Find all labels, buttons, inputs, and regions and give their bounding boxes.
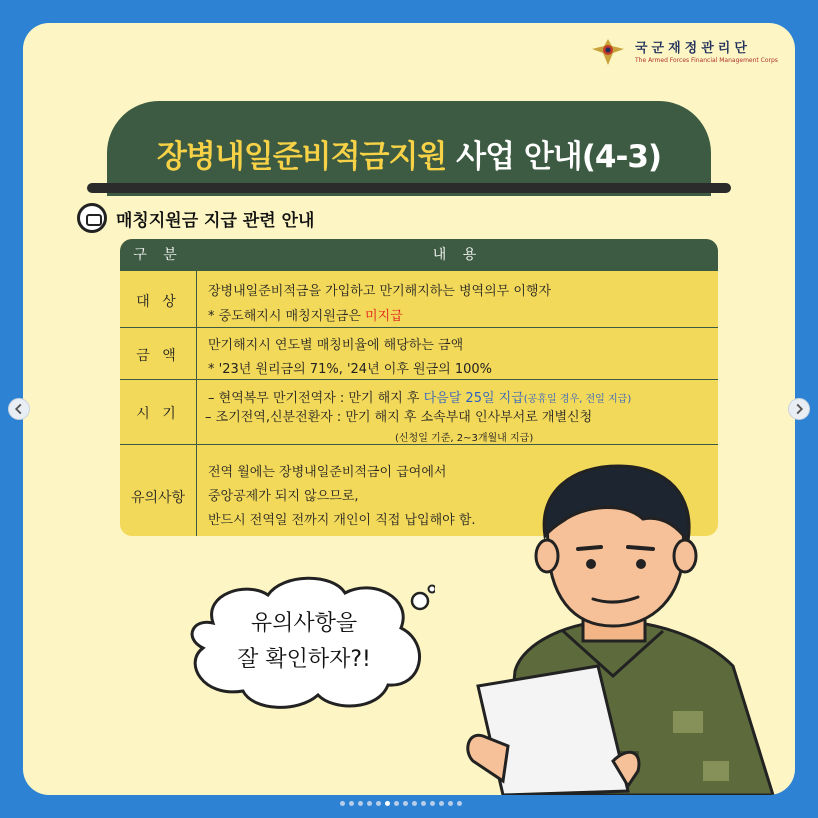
chevron-right-icon [789, 399, 809, 419]
slide-card [23, 23, 795, 795]
row-caution-line2: 중앙공제가 되지 않으므로, [208, 489, 359, 504]
title-rest: 사업 안내(4-3) [446, 139, 662, 175]
page-title [107, 131, 711, 176]
payment-date-highlight: 다음달 25일 지급 [423, 391, 524, 406]
carousel-next-button[interactable] [788, 398, 810, 420]
row-label-caution: 유의사항 [130, 490, 186, 506]
table-divider [120, 379, 718, 380]
carousel-dot[interactable] [349, 801, 354, 806]
title-underline [87, 183, 731, 193]
row-target-note: * 중도해지시 매칭지원금은 [208, 309, 366, 324]
row-target-line1: 장병내일준비적금을 가입하고 만기해지하는 병역의무 이행자 [208, 284, 552, 299]
carousel-dot[interactable] [430, 801, 435, 806]
carousel-dot[interactable] [367, 801, 372, 806]
carousel-prev-button[interactable] [8, 398, 30, 420]
soldier-illustration [443, 461, 795, 795]
carousel-dot[interactable] [340, 801, 345, 806]
row-label-amount: 금 액 [136, 348, 180, 364]
payment-date-note: (공휴일 경우, 전일 지급) [523, 394, 632, 405]
carousel-dot[interactable] [412, 801, 417, 806]
org-name-en: The Armed Forces Financial Management Corps [635, 57, 778, 64]
row-timing-text: – 현역복무 만기전역자 : 만기 해지 후 [208, 391, 424, 406]
table-header-category: 구 분 [120, 239, 196, 271]
carousel-dot[interactable] [457, 801, 462, 806]
carousel-dot[interactable] [358, 801, 363, 806]
table-divider [120, 444, 718, 445]
row-caution-line3: 반드시 전역일 전까지 개인이 직접 납입해야 함. [208, 513, 476, 528]
carousel-dot[interactable] [394, 801, 399, 806]
carousel-dot[interactable] [439, 801, 444, 806]
carousel-dot[interactable] [448, 801, 453, 806]
row-label-timing: 시 기 [136, 406, 180, 422]
table-divider [196, 239, 197, 536]
row-amount-line2: * '23년 원리금의 71%, '24년 이후 원금의 100% [208, 362, 492, 377]
unpaid-highlight: 미지급 [365, 309, 403, 324]
title-highlight: 장병내일준비적금지원 [156, 139, 447, 175]
bubble-line2: 잘 확인하자?! [237, 647, 371, 672]
row-label-target: 대 상 [136, 294, 180, 310]
row-caution-line1: 전역 월에는 장병내일준비적금이 급여에서 [208, 465, 447, 480]
carousel-pagination [340, 801, 480, 809]
row-timing-line3: (신청일 기준, 2~3개월내 지급) [395, 433, 534, 444]
table-divider [120, 327, 718, 328]
table-header-content: 내 용 [197, 239, 718, 271]
org-name-ko: 국군재정관리단 [635, 41, 751, 56]
emblem-icon [591, 35, 625, 69]
bubble-line1: 유의사항을 [250, 611, 358, 636]
row-target-line2 [208, 305, 403, 324]
bubble-text [173, 606, 435, 678]
carousel-dot[interactable] [385, 801, 390, 806]
chevron-left-icon [9, 399, 29, 419]
row-timing-line1 [208, 387, 631, 406]
row-amount-line1: 만기해지시 연도별 매칭비율에 해당하는 금액 [208, 338, 464, 353]
carousel-dot[interactable] [403, 801, 408, 806]
section-title: 매칭지원금 지급 관련 안내 [116, 211, 315, 231]
row-timing-line2: – 조기전역,신분전환자 : 만기 해지 후 소속부대 인사부서로 개별신청 [205, 410, 593, 425]
carousel-dot[interactable] [376, 801, 381, 806]
org-logo [591, 35, 791, 69]
hat-icon [77, 203, 107, 233]
carousel-dot[interactable] [421, 801, 426, 806]
